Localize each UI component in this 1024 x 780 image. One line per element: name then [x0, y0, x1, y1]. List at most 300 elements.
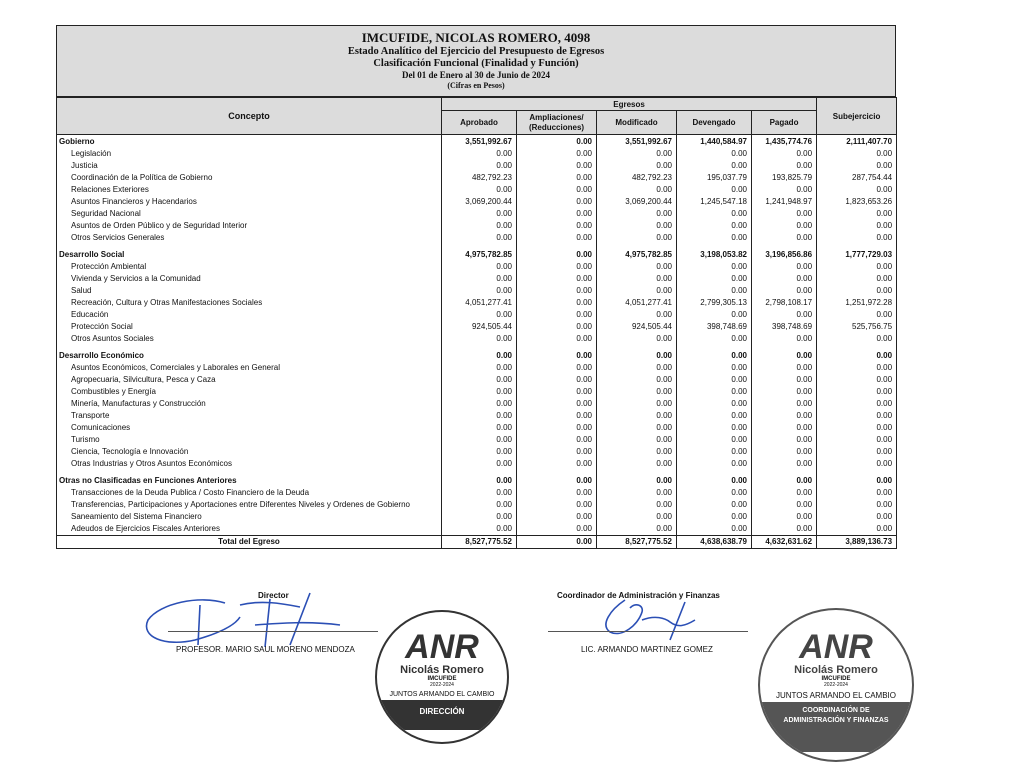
stamp-municipality: Nicolás Romero [794, 664, 878, 676]
cell-modificado: 3,551,992.67 [597, 135, 677, 149]
cell-pagado: 0.00 [752, 410, 817, 422]
cell-pagado: 4,632,631.62 [752, 536, 817, 549]
cell-aprobado: 0.00 [442, 487, 517, 499]
cell-aprobado: 0.00 [442, 446, 517, 458]
cell-modificado: 0.00 [597, 422, 677, 434]
cell-devengado: 0.00 [677, 458, 752, 470]
cell-subejercicio: 0.00 [817, 474, 897, 487]
cell-ampliaciones: 0.00 [517, 362, 597, 374]
cell-aprobado: 0.00 [442, 285, 517, 297]
cell-devengado: 195,037.79 [677, 172, 752, 184]
cell-ampliaciones: 0.00 [517, 297, 597, 309]
cell-subejercicio: 0.00 [817, 273, 897, 285]
cell-modificado: 8,527,775.52 [597, 536, 677, 549]
cell-ampliaciones: 0.00 [517, 261, 597, 273]
stamp-logo: ANR [799, 628, 873, 666]
cell-pagado: 0.00 [752, 349, 817, 362]
cell-devengado: 0.00 [677, 273, 752, 285]
cell-modificado: 0.00 [597, 148, 677, 160]
stamp-org: IMCUFIDE [427, 676, 457, 682]
cell-pagado: 0.00 [752, 160, 817, 172]
cell-pagado: 0.00 [752, 362, 817, 374]
cell-subejercicio: 0.00 [817, 333, 897, 345]
table-body [57, 135, 897, 549]
concept-label: Saneamiento del Sistema Financiero [57, 511, 442, 523]
budget-table [56, 97, 897, 549]
cell-subejercicio: 0.00 [817, 309, 897, 321]
cell-modificado: 0.00 [597, 374, 677, 386]
cell-aprobado: 0.00 [442, 374, 517, 386]
cell-ampliaciones: 0.00 [517, 487, 597, 499]
cell-devengado: 0.00 [677, 261, 752, 273]
cell-pagado: 0.00 [752, 487, 817, 499]
table-row [57, 511, 897, 523]
table-row [57, 261, 897, 273]
period-label: Del 01 de Enero al 30 de Junio de 2024 [401, 70, 551, 80]
cell-pagado: 0.00 [752, 386, 817, 398]
table-row [57, 208, 897, 220]
cell-modificado: 0.00 [597, 333, 677, 345]
concept-label: Seguridad Nacional [57, 208, 442, 220]
cell-ampliaciones: 0.00 [517, 333, 597, 345]
cell-devengado: 0.00 [677, 511, 752, 523]
cell-pagado: 0.00 [752, 374, 817, 386]
table-row [57, 220, 897, 232]
cell-ampliaciones: 0.00 [517, 523, 597, 536]
concept-label: Otras no Clasificadas en Funciones Anteriores [57, 474, 442, 487]
cell-subejercicio: 525,756.75 [817, 321, 897, 333]
cell-modificado: 482,792.23 [597, 172, 677, 184]
cell-aprobado: 0.00 [442, 410, 517, 422]
cell-modificado: 0.00 [597, 362, 677, 374]
cell-devengado: 4,638,638.79 [677, 536, 752, 549]
concept-label: Turismo [57, 434, 442, 446]
table-row [57, 523, 897, 536]
cell-modificado: 0.00 [597, 458, 677, 470]
concept-label: Total del Egreso [57, 536, 442, 549]
cell-pagado: 0.00 [752, 446, 817, 458]
cell-modificado: 0.00 [597, 446, 677, 458]
group-row [57, 474, 897, 487]
report-title: Estado Analítico del Ejercicio del Presupuesto de Egresos [347, 46, 605, 57]
cell-modificado: 0.00 [597, 160, 677, 172]
cell-pagado: 0.00 [752, 434, 817, 446]
group-row [57, 135, 897, 149]
cell-pagado: 0.00 [752, 309, 817, 321]
cell-aprobado: 0.00 [442, 349, 517, 362]
cell-devengado: 0.00 [677, 285, 752, 297]
cell-devengado: 0.00 [677, 398, 752, 410]
cell-devengado: 0.00 [677, 208, 752, 220]
cell-modificado: 0.00 [597, 232, 677, 244]
group-row [57, 248, 897, 261]
cell-modificado: 0.00 [597, 273, 677, 285]
cell-modificado: 0.00 [597, 487, 677, 499]
concept-label: Transporte [57, 410, 442, 422]
cell-ampliaciones: 0.00 [517, 160, 597, 172]
director-signature-line [168, 631, 378, 632]
concept-label: Otras Industrias y Otros Asuntos Económicos [57, 458, 442, 470]
cell-subejercicio: 0.00 [817, 261, 897, 273]
cell-ampliaciones: 0.00 [517, 309, 597, 321]
cell-ampliaciones: 0.00 [517, 172, 597, 184]
cell-subejercicio: 287,754.44 [817, 172, 897, 184]
cell-modificado: 4,051,277.41 [597, 297, 677, 309]
header-modificado: Modificado [597, 111, 677, 135]
total-row [57, 536, 897, 549]
cell-ampliaciones: 0.00 [517, 511, 597, 523]
cell-devengado: 3,198,053.82 [677, 248, 752, 261]
cell-ampliaciones: 0.00 [517, 386, 597, 398]
table-row [57, 458, 897, 470]
table-row [57, 160, 897, 172]
group-row [57, 349, 897, 362]
cell-aprobado: 3,551,992.67 [442, 135, 517, 149]
cell-modificado: 0.00 [597, 523, 677, 536]
cell-devengado: 0.00 [677, 434, 752, 446]
cell-pagado: 0.00 [752, 422, 817, 434]
cell-devengado: 0.00 [677, 333, 752, 345]
header-egresos: Egresos [442, 98, 817, 111]
concept-label: Recreación, Cultura y Otras Manifestaciones Sociales [57, 297, 442, 309]
cell-aprobado: 0.00 [442, 208, 517, 220]
cell-subejercicio: 3,889,136.73 [817, 536, 897, 549]
cell-modificado: 0.00 [597, 398, 677, 410]
cell-ampliaciones: 0.00 [517, 536, 597, 549]
table-row [57, 487, 897, 499]
cell-pagado: 0.00 [752, 220, 817, 232]
cell-subejercicio: 1,823,653.26 [817, 196, 897, 208]
cell-ampliaciones: 0.00 [517, 374, 597, 386]
cell-aprobado: 0.00 [442, 232, 517, 244]
header-devengado: Devengado [677, 111, 752, 135]
cell-modificado: 0.00 [597, 511, 677, 523]
cell-pagado: 0.00 [752, 499, 817, 511]
cell-modificado: 0.00 [597, 220, 677, 232]
cell-subejercicio: 1,251,972.28 [817, 297, 897, 309]
cell-ampliaciones: 0.00 [517, 184, 597, 196]
header-aprobado: Aprobado [442, 111, 517, 135]
coordinator-signature-line [548, 631, 748, 632]
cell-devengado: 0.00 [677, 474, 752, 487]
cell-pagado: 2,798,108.17 [752, 297, 817, 309]
cell-ampliaciones: 0.00 [517, 135, 597, 149]
table-row [57, 410, 897, 422]
cell-pagado: 193,825.79 [752, 172, 817, 184]
cell-devengado: 0.00 [677, 220, 752, 232]
cell-ampliaciones: 0.00 [517, 285, 597, 297]
cell-modificado: 4,975,782.85 [597, 248, 677, 261]
concept-label: Comunicaciones [57, 422, 442, 434]
header-ampliaciones-line2: (Reducciones) [528, 122, 585, 132]
cell-subejercicio: 0.00 [817, 487, 897, 499]
coordinator-signature [570, 590, 750, 650]
cell-modificado: 0.00 [597, 184, 677, 196]
cell-aprobado: 0.00 [442, 160, 517, 172]
cell-aprobado: 482,792.23 [442, 172, 517, 184]
cell-aprobado: 0.00 [442, 184, 517, 196]
table-row [57, 386, 897, 398]
header-concepto: Concepto [57, 98, 442, 135]
concept-label: Desarrollo Económico [57, 349, 442, 362]
cell-pagado: 0.00 [752, 285, 817, 297]
stamp-slogan: JUNTOS ARMANDO EL CAMBIO [775, 691, 897, 700]
stamp-years: 2022-2024 [824, 682, 848, 688]
cell-ampliaciones: 0.00 [517, 148, 597, 160]
concept-label: Protección Ambiental [57, 261, 442, 273]
cell-aprobado: 0.00 [442, 474, 517, 487]
concept-label: Legislación [57, 148, 442, 160]
cell-devengado: 2,799,305.13 [677, 297, 752, 309]
cell-ampliaciones: 0.00 [517, 422, 597, 434]
cell-ampliaciones: 0.00 [517, 232, 597, 244]
cell-ampliaciones: 0.00 [517, 196, 597, 208]
table-row [57, 273, 897, 285]
cell-aprobado: 0.00 [442, 273, 517, 285]
cell-pagado: 0.00 [752, 523, 817, 536]
cell-pagado: 0.00 [752, 208, 817, 220]
cell-devengado: 0.00 [677, 309, 752, 321]
table-row [57, 148, 897, 160]
cell-aprobado: 0.00 [442, 261, 517, 273]
concept-label: Otros Asuntos Sociales [57, 333, 442, 345]
cell-ampliaciones: 0.00 [517, 499, 597, 511]
table-row [57, 499, 897, 511]
coordinator-title: Coordinador de Administración y Finanzas [557, 591, 720, 600]
cell-pagado: 0.00 [752, 474, 817, 487]
table-row [57, 362, 897, 374]
coordinacion-stamp [758, 608, 914, 762]
director-name: PROFESOR. MARIO SAUL MORENO MENDOZA [176, 645, 355, 654]
cell-aprobado: 0.00 [442, 434, 517, 446]
header-ampliaciones-line1: Ampliaciones/ [529, 112, 584, 122]
stamp-dept: DIRECCIÓN [377, 700, 507, 730]
cell-modificado: 3,069,200.44 [597, 196, 677, 208]
cell-aprobado: 0.00 [442, 220, 517, 232]
cell-aprobado: 0.00 [442, 458, 517, 470]
concept-label: Minería, Manufacturas y Construcción [57, 398, 442, 410]
cell-subejercicio: 0.00 [817, 398, 897, 410]
cell-devengado: 0.00 [677, 487, 752, 499]
cell-aprobado: 0.00 [442, 362, 517, 374]
cell-ampliaciones: 0.00 [517, 458, 597, 470]
cell-devengado: 0.00 [677, 160, 752, 172]
table-row [57, 434, 897, 446]
cell-devengado: 0.00 [677, 499, 752, 511]
concept-label: Relaciones Exteriores [57, 184, 442, 196]
cell-pagado: 0.00 [752, 184, 817, 196]
table-row [57, 446, 897, 458]
table-row [57, 333, 897, 345]
cell-modificado: 0.00 [597, 208, 677, 220]
concept-label: Vivienda y Servicios a la Comunidad [57, 273, 442, 285]
entity-title: IMCUFIDE, NICOLAS ROMERO, 4098 [361, 30, 591, 45]
table-row [57, 422, 897, 434]
cell-modificado: 924,505.44 [597, 321, 677, 333]
table-row [57, 374, 897, 386]
cell-subejercicio: 0.00 [817, 374, 897, 386]
cell-devengado: 0.00 [677, 523, 752, 536]
cell-aprobado: 0.00 [442, 148, 517, 160]
cell-modificado: 0.00 [597, 499, 677, 511]
cell-pagado: 0.00 [752, 333, 817, 345]
table-row [57, 232, 897, 244]
concept-label: Adeudos de Ejercicios Fiscales Anteriores [57, 523, 442, 536]
cell-pagado: 398,748.69 [752, 321, 817, 333]
table-row [57, 398, 897, 410]
budget-report [56, 25, 896, 549]
cell-devengado: 0.00 [677, 349, 752, 362]
cell-subejercicio: 0.00 [817, 523, 897, 536]
concept-label: Otros Servicios Generales [57, 232, 442, 244]
concept-label: Salud [57, 285, 442, 297]
cell-subejercicio: 0.00 [817, 362, 897, 374]
cell-subejercicio: 0.00 [817, 458, 897, 470]
cell-pagado: 0.00 [752, 273, 817, 285]
cell-aprobado: 0.00 [442, 523, 517, 536]
cell-subejercicio: 0.00 [817, 232, 897, 244]
concept-label: Asuntos Financieros y Hacendarios [57, 196, 442, 208]
cell-subejercicio: 0.00 [817, 285, 897, 297]
cell-devengado: 0.00 [677, 232, 752, 244]
stamp-years: 2022-2024 [430, 682, 454, 688]
units-label: (Cifras en Pesos) [447, 81, 505, 90]
concept-label: Transacciones de la Deuda Publica / Costo Financiero de la Deuda [57, 487, 442, 499]
cell-subejercicio: 0.00 [817, 434, 897, 446]
concept-label: Coordinación de la Política de Gobierno [57, 172, 442, 184]
cell-modificado: 0.00 [597, 410, 677, 422]
cell-subejercicio: 1,777,729.03 [817, 248, 897, 261]
cell-aprobado: 0.00 [442, 309, 517, 321]
cell-subejercicio: 0.00 [817, 386, 897, 398]
cell-aprobado: 924,505.44 [442, 321, 517, 333]
cell-subejercicio: 0.00 [817, 422, 897, 434]
cell-modificado: 0.00 [597, 285, 677, 297]
concept-label: Agropecuaria, Silvicultura, Pesca y Caza [57, 374, 442, 386]
concept-label: Ciencia, Tecnología e Innovación [57, 446, 442, 458]
report-header [56, 25, 896, 97]
cell-ampliaciones: 0.00 [517, 220, 597, 232]
cell-pagado: 1,241,948.97 [752, 196, 817, 208]
cell-aprobado: 3,069,200.44 [442, 196, 517, 208]
concept-label: Gobierno [57, 135, 442, 149]
cell-pagado: 0.00 [752, 398, 817, 410]
cell-modificado: 0.00 [597, 434, 677, 446]
header-pagado: Pagado [752, 111, 817, 135]
cell-pagado: 0.00 [752, 261, 817, 273]
cell-modificado: 0.00 [597, 386, 677, 398]
cell-pagado: 0.00 [752, 511, 817, 523]
concept-label: Combustibles y Energía [57, 386, 442, 398]
cell-pagado: 3,196,856.86 [752, 248, 817, 261]
stamp-dept: COORDINACIÓN DE ADMINISTRACIÓN Y FINANZAS [760, 702, 912, 752]
cell-devengado: 0.00 [677, 410, 752, 422]
stamp-municipality: Nicolás Romero [400, 664, 484, 676]
table-row [57, 184, 897, 196]
concept-label: Desarrollo Social [57, 248, 442, 261]
cell-subejercicio: 0.00 [817, 446, 897, 458]
cell-ampliaciones: 0.00 [517, 208, 597, 220]
concept-label: Justicia [57, 160, 442, 172]
table-row [57, 196, 897, 208]
table-row [57, 297, 897, 309]
cell-aprobado: 0.00 [442, 386, 517, 398]
director-title: Director [258, 591, 289, 600]
cell-ampliaciones: 0.00 [517, 248, 597, 261]
cell-devengado: 0.00 [677, 446, 752, 458]
cell-ampliaciones: 0.00 [517, 446, 597, 458]
cell-ampliaciones: 0.00 [517, 321, 597, 333]
concept-label: Asuntos de Orden Público y de Seguridad Interior [57, 220, 442, 232]
cell-devengado: 0.00 [677, 422, 752, 434]
direccion-stamp [375, 610, 509, 744]
cell-subejercicio: 0.00 [817, 410, 897, 422]
cell-pagado: 0.00 [752, 232, 817, 244]
cell-subejercicio: 0.00 [817, 349, 897, 362]
cell-devengado: 0.00 [677, 362, 752, 374]
concept-label: Transferencias, Participaciones y Aportaciones entre Diferentes Niveles y Ordenes de Gobierno [57, 499, 442, 511]
concept-label: Educación [57, 309, 442, 321]
cell-subejercicio: 0.00 [817, 160, 897, 172]
cell-pagado: 0.00 [752, 458, 817, 470]
cell-devengado: 1,440,584.97 [677, 135, 752, 149]
cell-aprobado: 4,051,277.41 [442, 297, 517, 309]
cell-ampliaciones: 0.00 [517, 273, 597, 285]
cell-devengado: 0.00 [677, 386, 752, 398]
cell-subejercicio: 0.00 [817, 511, 897, 523]
cell-subejercicio: 0.00 [817, 499, 897, 511]
cell-subejercicio: 0.00 [817, 184, 897, 196]
cell-aprobado: 8,527,775.52 [442, 536, 517, 549]
table-row [57, 309, 897, 321]
concept-label: Protección Social [57, 321, 442, 333]
cell-ampliaciones: 0.00 [517, 434, 597, 446]
cell-modificado: 0.00 [597, 349, 677, 362]
table-row [57, 321, 897, 333]
cell-subejercicio: 0.00 [817, 220, 897, 232]
cell-pagado: 0.00 [752, 148, 817, 160]
cell-subejercicio: 2,111,407.70 [817, 135, 897, 149]
cell-aprobado: 0.00 [442, 511, 517, 523]
cell-aprobado: 4,975,782.85 [442, 248, 517, 261]
cell-modificado: 0.00 [597, 309, 677, 321]
cell-ampliaciones: 0.00 [517, 349, 597, 362]
stamp-slogan: JUNTOS ARMANDO EL CAMBIO [389, 691, 495, 698]
cell-devengado: 0.00 [677, 374, 752, 386]
cell-devengado: 398,748.69 [677, 321, 752, 333]
cell-ampliaciones: 0.00 [517, 398, 597, 410]
header-subejercicio: Subejercicio [817, 98, 897, 135]
cell-subejercicio: 0.00 [817, 148, 897, 160]
table-row [57, 285, 897, 297]
header-ampliaciones [517, 111, 597, 135]
cell-devengado: 1,245,547.18 [677, 196, 752, 208]
cell-aprobado: 0.00 [442, 333, 517, 345]
cell-devengado: 0.00 [677, 148, 752, 160]
concept-label: Asuntos Económicos, Comerciales y Laborales en General [57, 362, 442, 374]
cell-subejercicio: 0.00 [817, 208, 897, 220]
cell-modificado: 0.00 [597, 261, 677, 273]
cell-devengado: 0.00 [677, 184, 752, 196]
classification-title: Clasificación Funcional (Finalidad y Función) [373, 58, 579, 69]
stamp-logo: ANR [405, 628, 479, 666]
cell-aprobado: 0.00 [442, 499, 517, 511]
table-row [57, 172, 897, 184]
coordinator-name: LIC. ARMANDO MARTINEZ GOMEZ [581, 645, 713, 654]
cell-aprobado: 0.00 [442, 422, 517, 434]
cell-ampliaciones: 0.00 [517, 410, 597, 422]
cell-ampliaciones: 0.00 [517, 474, 597, 487]
